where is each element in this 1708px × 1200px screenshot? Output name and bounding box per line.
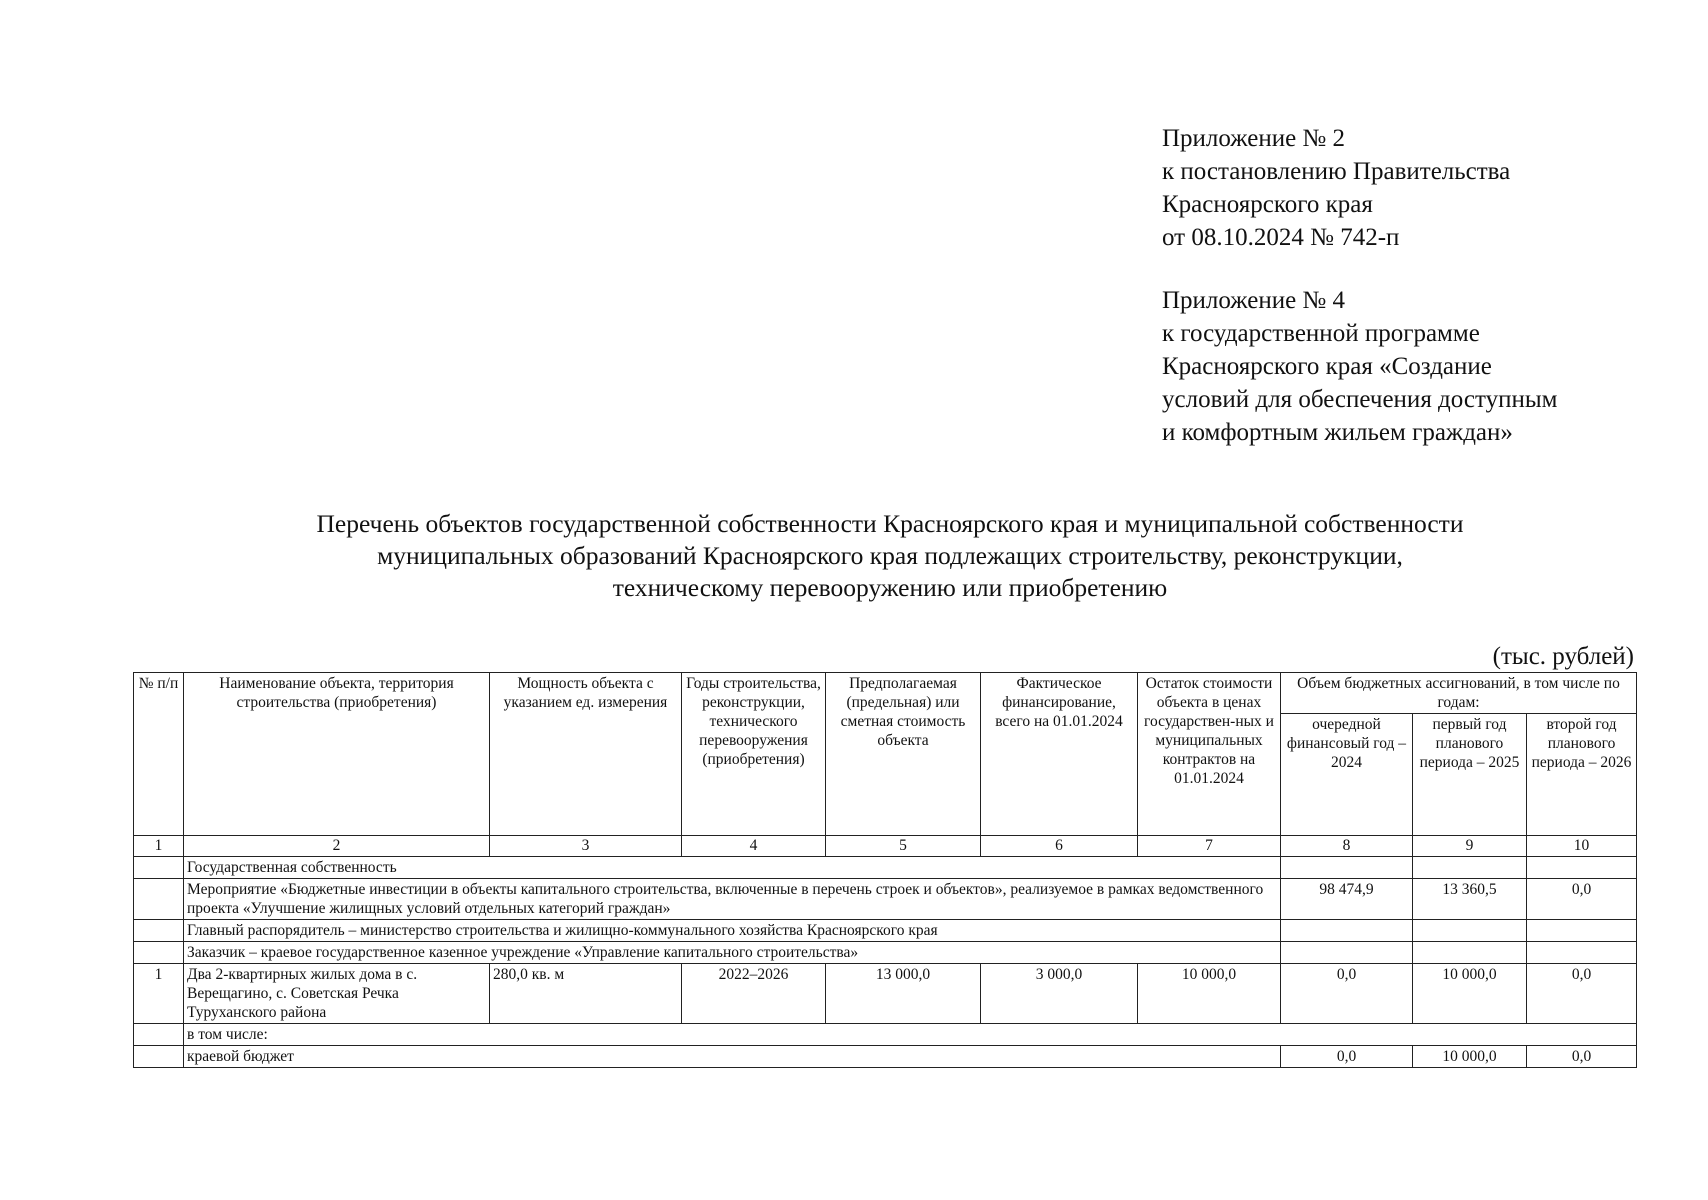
- document-title: [160, 508, 1620, 604]
- object-2025: 10 000,0: [1413, 964, 1527, 1024]
- including-label: в том числе:: [184, 1024, 1637, 1046]
- table-row-customer: [134, 942, 1637, 964]
- object-name: Два 2-квартирных жилых дома в с. Верещагино, с. Советская Речка Туруханского района: [184, 964, 490, 1024]
- column-number: 6: [981, 836, 1138, 857]
- regional-2024: 0,0: [1281, 1046, 1413, 1068]
- header-2026: второй год планового периода – 2026: [1527, 714, 1637, 836]
- units-label: (тыс. рублей): [1492, 643, 1634, 670]
- title-line: муниципальных образований Красноярского края подлежащих строительству, реконструкции,: [377, 541, 1403, 570]
- column-number: 7: [1138, 836, 1281, 857]
- appendix-4-line: и комфортным жильем граждан»: [1162, 419, 1513, 446]
- column-number: 10: [1527, 836, 1637, 857]
- appendix-2-block: [1162, 122, 1510, 254]
- appendix-4-line: к государственной программе: [1162, 320, 1480, 347]
- appendix-4-block: [1162, 284, 1557, 449]
- column-number: 9: [1413, 836, 1527, 857]
- manager-text: Главный распорядитель – министерство строительства и жилищно-коммунального хозяйства Красноярского края: [184, 920, 1281, 942]
- object-2024: 0,0: [1281, 964, 1413, 1024]
- appendix-2-line: от 08.10.2024 № 742-п: [1162, 224, 1400, 251]
- measure-2025: 13 360,5: [1413, 879, 1527, 920]
- header-2024: очередной финансовый год – 2024: [1281, 714, 1413, 836]
- appendix-2-line: Приложение № 2: [1162, 125, 1346, 152]
- header-row: [134, 673, 1637, 714]
- header-cost: Предполагаемая (предельная) или сметная стоимость объекта: [826, 673, 981, 836]
- appendix-2-line: Красноярского края: [1162, 191, 1373, 218]
- measure-2026: 0,0: [1527, 879, 1637, 920]
- measure-text: Мероприятие «Бюджетные инвестиции в объекты капитального строительства, включенные в перечень строек и объектов», реализуемое в рамках ведомственного проекта «Улучшение жилищных условий отдельных категорий граждан»: [184, 879, 1281, 920]
- header-budget: Объем бюджетных ассигнований, в том числе по годам:: [1281, 673, 1637, 714]
- header-2025: первый год планового периода – 2025: [1413, 714, 1527, 836]
- header-remainder: Остаток стоимости объекта в ценах государствен-ных и муниципальных контрактов на 01.01.2024: [1138, 673, 1281, 836]
- regional-2025: 10 000,0: [1413, 1046, 1527, 1068]
- object-number: 1: [134, 964, 184, 1024]
- appendix-2-line: к постановлению Правительства: [1162, 158, 1511, 185]
- appendix-4-line: Красноярского края «Создание: [1162, 353, 1492, 380]
- column-number: 1: [134, 836, 184, 857]
- table-row-including: [134, 1024, 1637, 1046]
- object-cost: 13 000,0: [826, 964, 981, 1024]
- object-financed: 3 000,0: [981, 964, 1138, 1024]
- column-number: 8: [1281, 836, 1413, 857]
- column-numbers-row: [134, 836, 1637, 857]
- header-financed: Фактическое финансирование, всего на 01.01.2024: [981, 673, 1138, 836]
- title-line: Перечень объектов государственной собственности Красноярского края и муниципальной собственности: [316, 509, 1464, 538]
- column-number: 2: [184, 836, 490, 857]
- object-years: 2022–2026: [682, 964, 826, 1024]
- header-name: Наименование объекта, территория строительства (приобретения): [184, 673, 490, 836]
- title-line: техническому перевооружению или приобретению: [612, 573, 1168, 602]
- objects-table: [133, 672, 1637, 1068]
- table-row-measure: [134, 879, 1637, 920]
- object-2026: 0,0: [1527, 964, 1637, 1024]
- header-number: № п/п: [134, 673, 184, 836]
- column-number: 5: [826, 836, 981, 857]
- appendix-4-line: условий для обеспечения доступным: [1162, 386, 1558, 413]
- header-capacity: Мощность объекта с указанием ед. измерения: [490, 673, 682, 836]
- appendix-4-line: Приложение № 4: [1162, 287, 1346, 314]
- state-property-label: Государственная собственность: [184, 857, 1281, 879]
- regional-2026: 0,0: [1527, 1046, 1637, 1068]
- regional-budget-label: краевой бюджет: [184, 1046, 1281, 1068]
- table-row-manager: [134, 920, 1637, 942]
- measure-2024: 98 474,9: [1281, 879, 1413, 920]
- object-capacity: 280,0 кв. м: [490, 964, 682, 1024]
- column-number: 4: [682, 836, 826, 857]
- customer-text: Заказчик – краевое государственное казенное учреждение «Управление капитального строительства»: [184, 942, 1281, 964]
- header-years: Годы строительства, реконструкции, технического перевооружения (приобретения): [682, 673, 826, 836]
- table-row-regional-budget: [134, 1046, 1637, 1068]
- table-row-object: [134, 964, 1637, 1024]
- table-row-state-property: [134, 857, 1637, 879]
- column-number: 3: [490, 836, 682, 857]
- object-remainder: 10 000,0: [1138, 964, 1281, 1024]
